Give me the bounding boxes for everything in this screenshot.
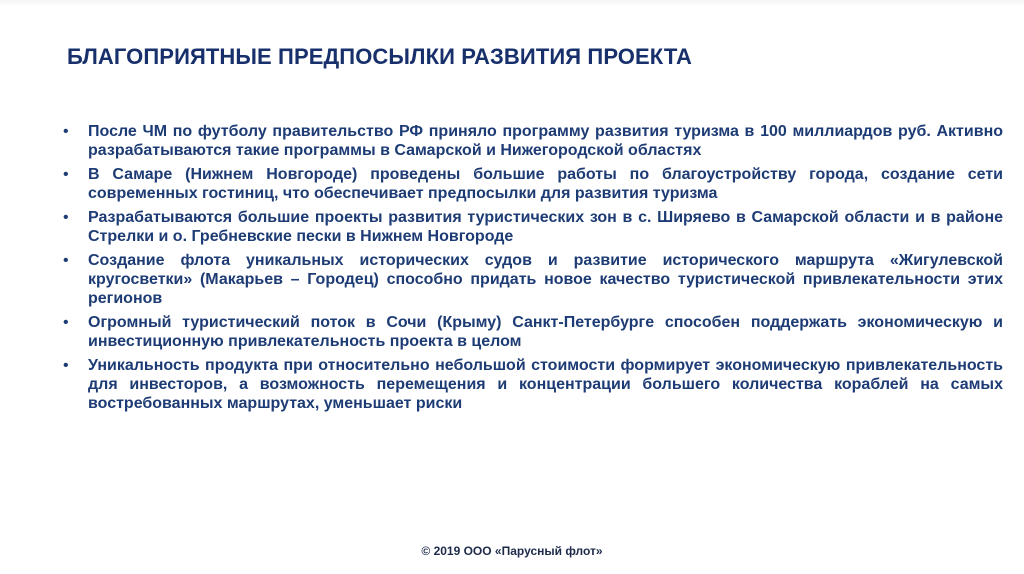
bullet-text: После ЧМ по футболу правительство РФ приняло программу развития туризма в 100 миллиардов руб. Активно разрабатываются такие программы в Самарской и Нижегородской областях — [88, 123, 1003, 159]
bullet-icon: • — [63, 314, 69, 331]
bullet-text: В Самаре (Нижнем Новгороде) проведены большие работы по благоустройству города, создание сети современных гостиниц, что обеспечивает предпосылки для развития туризма — [88, 166, 1003, 202]
bullet-text: Создание флота уникальных исторических судов и развитие исторического маршрута «Жигулевской кругосветки» (Макарьев – Городец) способно придать новое качество туристической привлекательности этих регионов — [88, 252, 1003, 307]
bullet-item — [63, 208, 1003, 246]
bullet-icon: • — [63, 209, 69, 226]
bullet-icon: • — [63, 166, 69, 183]
bullet-item — [63, 313, 1003, 351]
bullet-text: Уникальность продукта при относительно небольшой стоимости формирует экономическую привлекательность для инвесторов, а возможность перемещения и концентрации большего количества кораблей на самых востребованных маршрутах, уменьшает риски — [88, 357, 1003, 412]
bullet-item — [63, 122, 1003, 160]
bullet-icon: • — [63, 123, 69, 140]
slide-title: БЛАГОПРИЯТНЫЕ ПРЕДПОСЫЛКИ РАЗВИТИЯ ПРОЕКТА — [67, 44, 693, 69]
bullet-item — [63, 165, 1003, 203]
copyright-footer: © 2019 ООО «Парусный флот» — [421, 544, 603, 558]
bullet-item — [63, 251, 1003, 308]
bullet-text: Огромный туристический поток в Сочи (Крыму) Санкт-Петербурге способен поддержать экономическую и инвестиционную привлекательность проекта в целом — [88, 314, 1003, 350]
bullet-item — [63, 356, 1003, 413]
bullet-text: Разрабатываются большие проекты развития туристических зон в с. Ширяево в Самарской области и в районе Стрелки и о. Гребневские пески в Нижнем Новгороде — [88, 209, 1003, 245]
bullet-icon: • — [63, 252, 69, 269]
bullet-icon: • — [63, 357, 69, 374]
top-divider — [0, 0, 1024, 6]
bullet-list — [63, 122, 1003, 418]
